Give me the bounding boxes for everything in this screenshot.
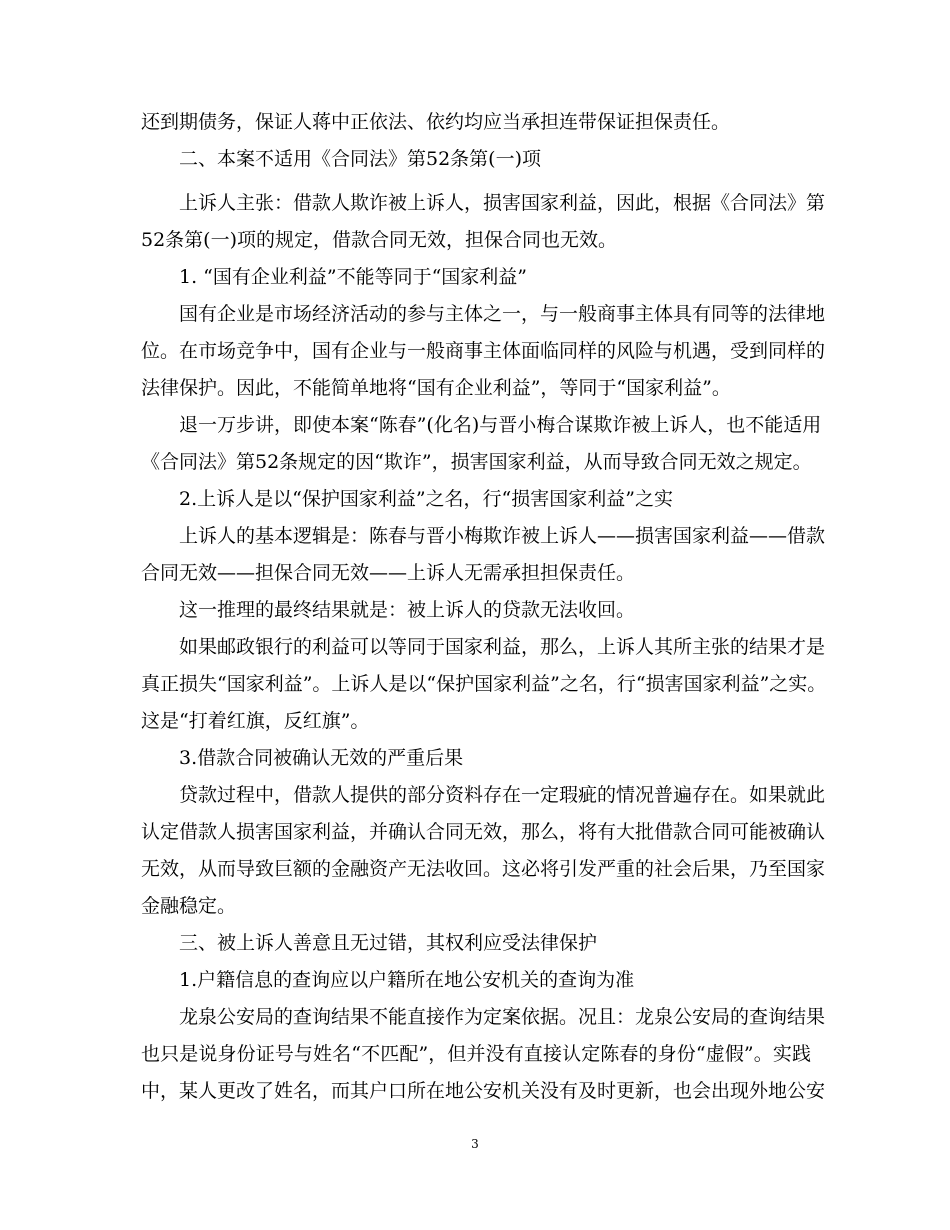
paragraph-line: 金融稳定。	[141, 895, 237, 917]
paragraph-line: 认定借款人损害国家利益，并确认合同无效，那么，将有大批借款合同可能被确认	[141, 821, 826, 843]
paragraph-line: 合同无效——担保合同无效——上诉人无需承担担保责任。	[141, 562, 636, 584]
section-heading: 三、被上诉人善意且无过错，其权利应受法律保护	[179, 932, 598, 954]
paragraph-line: 法律保护。因此，不能简单地将“国有企业利益”，等同于“国家利益”。	[141, 377, 731, 399]
paragraph-line: 还到期债务，保证人蒋中正依法、依约均应当承担连带保证担保责任。	[141, 111, 731, 133]
paragraph-line: 这是“打着红旗，反红旗”。	[141, 710, 370, 732]
paragraph-line: 中，某人更改了姓名，而其户口所在地公安机关没有及时更新，也会出现外地公安	[141, 1080, 826, 1102]
paragraph-line: 龙泉公安局的查询结果不能直接作为定案依据。况且：龙泉公安局的查询结果	[179, 1006, 826, 1028]
paragraph-line: 退一万步讲，即使本案“陈春”(化名)与晋小梅合谋欺诈被上诉人，也不能适用	[179, 414, 822, 436]
paragraph-line: 无效，从而导致巨额的金融资产无法收回。这必将引发严重的社会后果，乃至国家	[141, 858, 826, 880]
paragraph-line: 贷款过程中，借款人提供的部分资料存在一定瑕疵的情况普遍存在。如果就此	[179, 784, 826, 806]
paragraph-line: 位。在市场竞争中，国有企业与一般商事主体面临同样的风险与机遇，受到同样的	[141, 340, 826, 362]
paragraph-line: 也只是说身份证号与姓名“不匹配”，但并没有直接认定陈春的身份“虚假”。实践	[141, 1043, 811, 1065]
subsection-heading: 1.户籍信息的查询应以户籍所在地公安机关的查询为准	[179, 969, 635, 991]
paragraph-line: 《合同法》第52条规定的因“欺诈”，损害国家利益，从而导致合同无效之规定。	[141, 451, 812, 473]
paragraph-line: 上诉人的基本逻辑是：陈春与晋小梅欺诈被上诉人——损害国家利益——借款	[179, 525, 826, 547]
subsection-heading: 2.上诉人是以“保护国家利益”之名，行“损害国家利益”之实	[179, 488, 673, 510]
subsection-heading: 3.借款合同被确认无效的严重后果	[179, 747, 464, 769]
paragraph-line: 如果邮政银行的利益可以等同于国家利益，那么，上诉人其所主张的结果才是	[179, 636, 826, 658]
paragraph-line: 这一推理的最终结果就是：被上诉人的贷款无法收回。	[179, 599, 636, 621]
paragraph-line: 上诉人主张：借款人欺诈被上诉人，损害国家利益，因此，根据《合同法》第	[179, 192, 826, 214]
paragraph-line: 国有企业是市场经济活动的参与主体之一，与一般商事主体具有同等的法律地	[179, 303, 826, 325]
paragraph-line: 真正损失“国家利益”。上诉人是以“保护国家利益”之名，行“损害国家利益”之实。	[141, 673, 827, 695]
subsection-heading: 1. “国有企业利益”不能等同于“国家利益”	[179, 266, 528, 288]
section-heading: 二、本案不适用《合同法》第52条第(一)项	[179, 148, 542, 170]
paragraph-line: 52条第(一)项的规定，借款合同无效，担保合同也无效。	[141, 229, 618, 251]
page-number: 3	[471, 1137, 479, 1151]
